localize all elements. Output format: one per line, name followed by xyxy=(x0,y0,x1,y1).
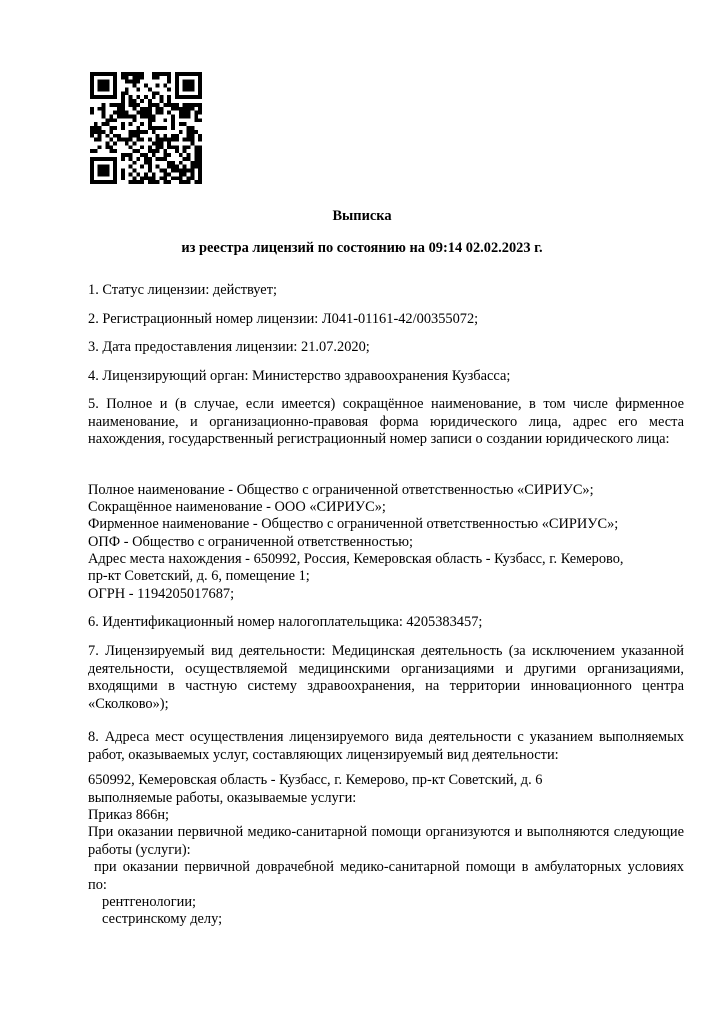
license-status: 1. Статус лицензии: действует; xyxy=(88,282,277,298)
primary-care-text: При оказании первичной медико-санитарной помощи организуются и выполняются следующие работы (услуги): xyxy=(88,824,684,858)
license-authority: 4. Лицензирующий орган: Министерство здравоохранения Кузбасса; xyxy=(88,368,511,384)
inn: 6. Идентификационный номер налогоплательщика: 4205383457; xyxy=(88,614,483,630)
item-5-heading: 5. Полное и (в случае, если имеется) сокращённое наименование, в том числе фирменное наименование, и организационно-правовая форма юридического лица, адрес его места нахождения, государственный регистрационный номер записи о создании юридического лица: xyxy=(88,396,684,448)
qr-code-image xyxy=(90,72,202,184)
item-8-heading: 8. Адреса мест осуществления лицензируемого вида деятельности с указанием выполняемых работ, оказываемых услуг, составляющих лицензируемый вид деятельности: xyxy=(88,729,684,763)
qr-code xyxy=(90,72,202,184)
brand-name: Фирменное наименование - Общество с ограниченной ответственностью «СИРИУС»; xyxy=(88,516,619,532)
short-name: Сокращённое наименование - ООО «СИРИУС»; xyxy=(88,499,386,515)
ambulatory-care-text: при оказании первичной доврачебной медико-санитарной помощи в амбулаторных условиях по: xyxy=(88,859,684,893)
item-7-activity: 7. Лицензируемый вид деятельности: Медицинская деятельность (за исключением указанной деятельности, осуществляемой медицинскими организациями и другими организациями, входящими в частную систему здравоохранения, на территории инновационного центра «Сколково»); xyxy=(88,643,684,712)
address-line-1: Адрес места нахождения - 650992, Россия, Кемеровская область - Кузбасс, г. Кемерово, xyxy=(88,551,624,567)
document-title: Выписка xyxy=(332,208,392,224)
service-nursing: сестринскому делу; xyxy=(102,911,223,927)
license-date: 3. Дата предоставления лицензии: 21.07.2020; xyxy=(88,339,370,355)
order-866n: Приказ 866н; xyxy=(88,807,170,823)
license-reg-number: 2. Регистрационный номер лицензии: Л041-01161-42/00355072; xyxy=(88,311,479,327)
place-address: 650992, Кемеровская область - Кузбасс, г. Кемерово, пр-кт Советский, д. 6 xyxy=(88,772,543,788)
works-label: выполняемые работы, оказываемые услуги: xyxy=(88,790,357,806)
address-line-2: пр-кт Советский, д. 6, помещение 1; xyxy=(88,568,310,584)
legal-form: ОПФ - Общество с ограниченной ответственностью; xyxy=(88,534,414,550)
document-subtitle: из реестра лицензий по состоянию на 09:14 02.02.2023 г. xyxy=(181,240,543,256)
service-radiology: рентгенологии; xyxy=(102,894,197,910)
ogrn: ОГРН - 1194205017687; xyxy=(88,586,235,602)
full-name: Полное наименование - Общество с ограниченной ответственностью «СИРИУС»; xyxy=(88,482,594,498)
